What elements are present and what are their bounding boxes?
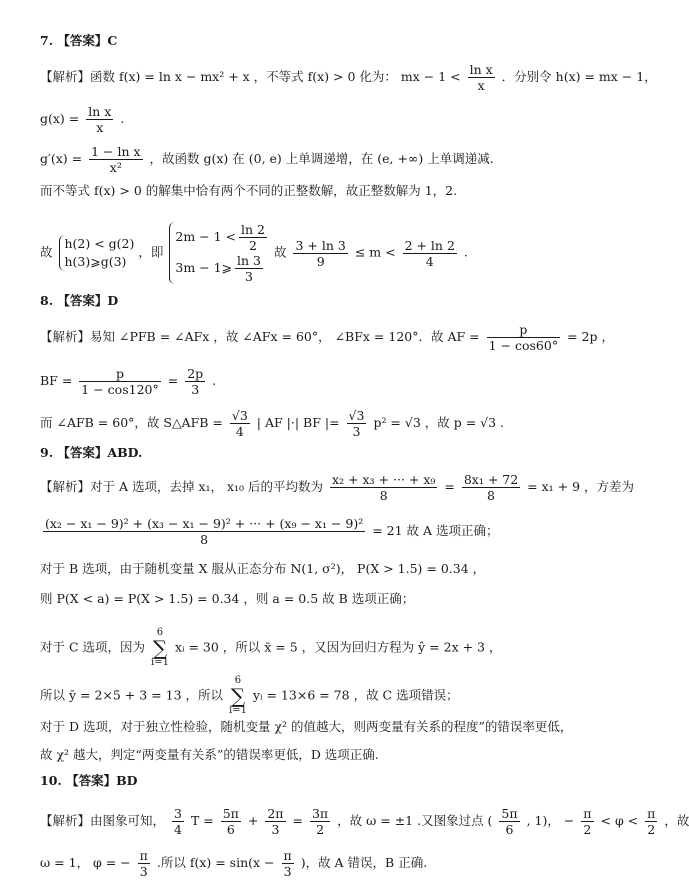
q10-analysis-line1: 【解析】由图象可知， $\frac{3}{4}$ T = $\frac{5\pi}{6}$ + $\frac{2\pi}{3}$ = $\frac{3\pi}{2}$ ，故 ω = ±1 .又图象过点 ( $\frac{5\pi}{6}$ , 1)， − $\frac{\pi}{2}$ < φ < $\frac{\pi}{2}$ ，故	[40, 806, 689, 837]
left-brace: h(2) < g(2) h(3)⩾g(3)	[59, 235, 135, 271]
summation: 6 ∑ i=1	[151, 627, 169, 668]
q9-option-c: 对于 C 选项，因为 6 ∑ i=1 xᵢ = 30 ，所以 x̄ = 5 ，又因为回归方程为 ŷ = 2x + 3 ，	[40, 627, 502, 668]
q7-solution-set: 而不等式 f(x) > 0 的解集中恰有两个不同的正整数解，故正整数解为 1，2.	[40, 183, 458, 198]
q7-analysis-line1: 【解析】函数 f(x) = ln x − mx² + x ，不等式 f(x) > 0 化为： mx − 1 < $\frac{\text{ln x}}{x}$ ．分别令 h(x) = mx − 1，	[40, 62, 657, 93]
q9-option-b-result: 则 P(X < a) = P(X > 1.5) = 0.34 ，则 a = 0.5 故 B 选项正确；	[40, 591, 415, 606]
q8-analysis-line1: 【解析】易知 ∠PFB = ∠AFx ，故 ∠AFx = 60°， ∠BFx = 120°．故 AF = $\frac{p}{1 - \cos 60^\circ}$ = 2p ，	[40, 322, 614, 353]
q8-bf: BF = $\frac{p}{1 - \cos 120^\circ}$ = $\frac{2p}{3}$ .	[40, 366, 217, 397]
q9-option-d: 对于 D 选项，对于独立性检验，随机变量 χ² 的值越大，则两变量有关系的程度”的错误率更低，	[40, 719, 573, 734]
q9-option-a-variance: $\frac{\text{(x₂ − x₁ − 9)² + (x₃ − x₁ − 9)² + ··· + (x₉ − x₁ − 9)²}}{8}$ = 21 故 A 选项正确；	[45, 516, 499, 547]
q9-option-d-result: 故 χ² 越大，判定“两变量有关系”的错误率更低，D 选项正确.	[40, 747, 379, 762]
q10-conclusion: ω = 1， φ = − $\frac{\pi}{3}$ .所以 f(x) = sin(x − $\frac{\pi}{3}$ )，故 A 错误，B 正确.	[40, 848, 428, 879]
summation: 6 ∑ i=1	[229, 675, 247, 716]
q10-answer: 10. 【答案】BD	[40, 773, 138, 788]
q9-option-c-result: 所以 ȳ = 2×5 + 3 = 13 ，所以 6 ∑ i=1 yᵢ = 13×6 = 78 ，故 C 选项错误；	[40, 675, 459, 716]
q7-gx-definition: g(x) = $\frac{\text{ln x}}{x}$ .	[40, 104, 125, 135]
q7-answer: 7. 【答案】C	[40, 33, 118, 48]
q7-derivative: g′(x) = $\frac{\text{1 − ln x}}{\text{x²}}$ ，故函数 g(x) 在 (0, e) 上单调递增，在 (e, +∞) 上单调递减.	[40, 144, 494, 175]
q9-option-b: 对于 B 选项，由于随机变量 X 服从正态分布 N(1, σ²)， P(X > 1.5) = 0.34 ，	[40, 561, 486, 576]
q9-option-a-mean: 【解析】对于 A 选项，去掉 x₁， x₁₀ 后的平均数为 $\frac{\text{x₂ + x₃ + ··· + x₉}}{8}$ = $\frac{\text{8x₁ + 72}}{8}$ = x₁ + 9 ，方差为	[40, 472, 635, 503]
q8-area: 而 ∠AFB = 60°，故 S△AFB = $\frac{√3}{4}$ | AF |·| BF |= $\frac{√3}{3}$ p² = √3 ，故 p = √3 .	[40, 408, 505, 439]
q9-answer: 9. 【答案】ABD.	[40, 445, 143, 460]
q8-answer: 8. 【答案】D	[40, 293, 119, 308]
q7-system: 故 h(2) < g(2) h(3)⩾g(3) ，即 2m − 1 < $\frac{\ln 2}{2}$ 3m − 1⩾ $\frac{\ln 3}{3}$ 故 $\frac{3 + \ln 3}{9}$ ≤ m < $\frac{2 + \ln 2}{4}$ .	[40, 222, 468, 284]
fraction: $\frac{\text{ln x}}{x}$	[469, 62, 493, 93]
left-brace: 2m − 1 < $\frac{\ln 2}{2}$ 3m − 1⩾ $\frac{\ln 3}{3}$	[169, 222, 270, 284]
